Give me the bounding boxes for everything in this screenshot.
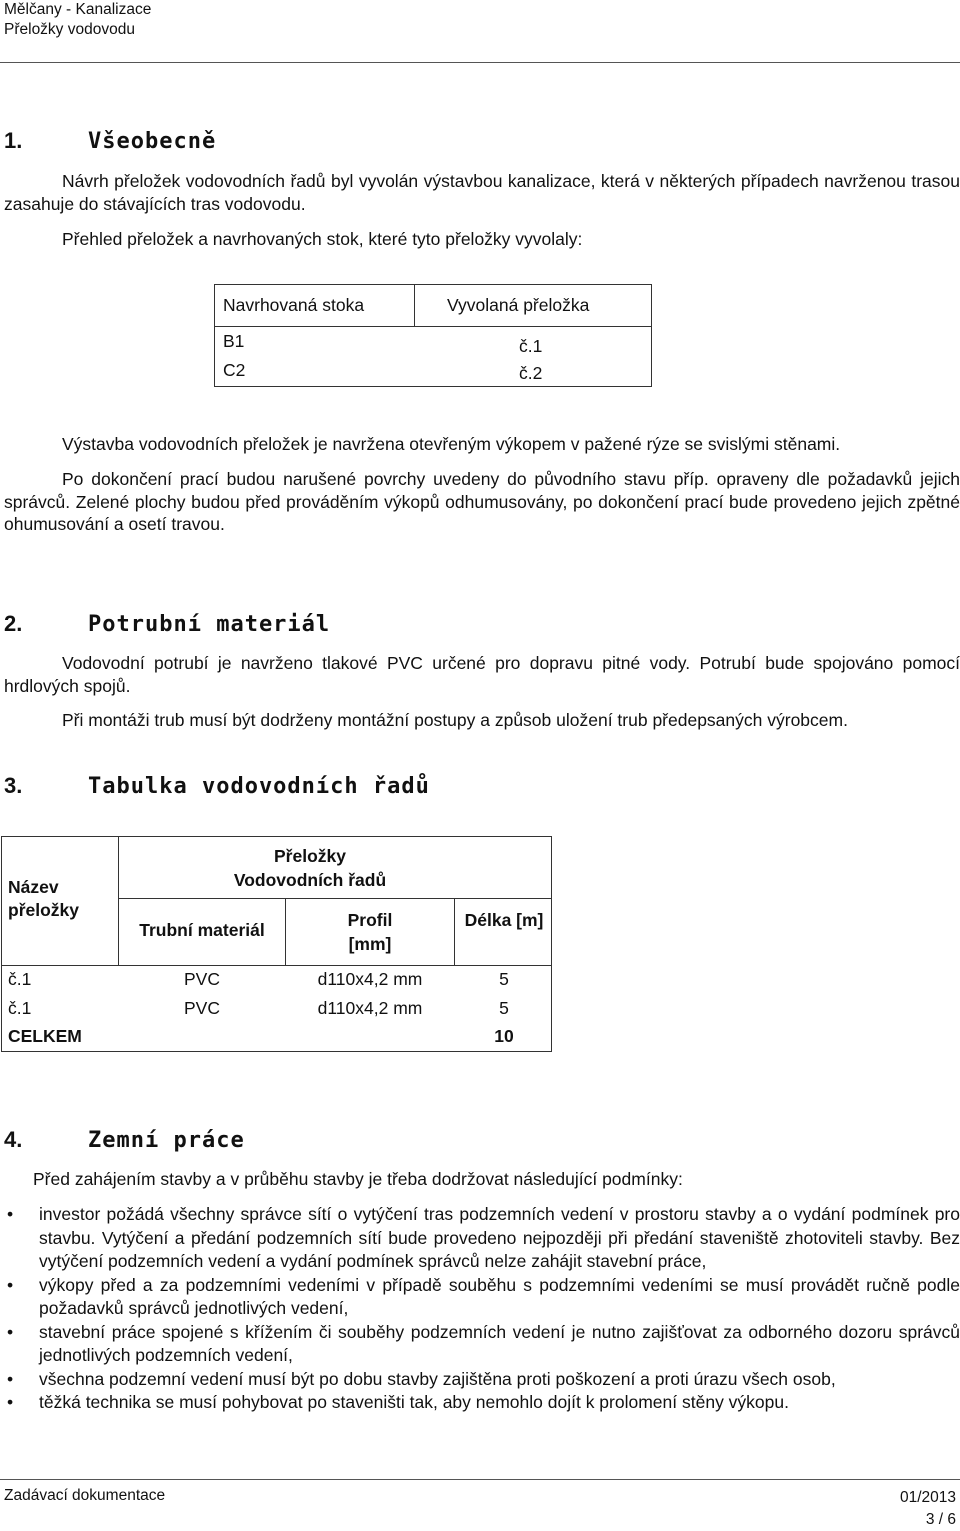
list-item xyxy=(4,1321,960,1368)
table-rule xyxy=(454,898,455,966)
section-2-paragraph-2: Při montáži trub musí být dodrženy montážní postupy a způsob uložení trub předepsaných výrobcem. xyxy=(62,710,848,730)
table-rule xyxy=(1,1051,552,1052)
list-item-text: těžká technika se musí pohybovat po staveništi tak, aby nemohlo dojít k prolomení stěny výkopu. xyxy=(39,1392,789,1412)
table-cell-profil: d110x4,2 mm xyxy=(317,998,423,1018)
section-1-heading xyxy=(4,128,216,154)
header-divider xyxy=(0,62,960,63)
section-title: Všeobecně xyxy=(88,129,217,154)
section-3-heading xyxy=(4,773,430,799)
page-header xyxy=(4,0,151,40)
list-item xyxy=(4,1203,960,1274)
section-4-heading xyxy=(4,1127,245,1153)
table-rule xyxy=(1,836,552,837)
list-item-text: všechna podzemní vedení musí být po dobu stavby zajištěna proti poškození a proti úrazu všech osob, xyxy=(39,1368,836,1389)
table-rule xyxy=(118,836,119,966)
list-item-text: výkopy před a za podzemními vedeními v případě souběhu s podzemními vedeními se musí provádět ručně podle požadavků správců jednotlivých vedení, xyxy=(39,1274,960,1318)
list-item xyxy=(4,1274,960,1321)
footer-page-number: 3 / 6 xyxy=(925,1511,956,1528)
bullet-icon: • xyxy=(7,1321,14,1342)
section-2-heading xyxy=(4,611,330,637)
footer-date: 01/2013 xyxy=(899,1489,956,1506)
table-header-rule xyxy=(215,326,651,327)
table-rule xyxy=(285,898,286,966)
stoka-prelozka-table xyxy=(214,284,652,387)
section-4-intro: Před zahájením stavby a v průběhu stavby je třeba dodržovat následující podmínky: xyxy=(33,1169,683,1189)
section-2-paragraph-1: Vodovodní potrubí je navrženo tlakové PVC určené pro dopravu pitné vody. Potrubí bude spojováno pomocí hrdlových spojů. xyxy=(4,653,960,696)
table-cell-nazev: č.1 xyxy=(8,969,32,989)
table-cell-stoka: C2 xyxy=(223,360,246,380)
section-number: 4. xyxy=(4,1127,23,1152)
section-1-paragraph-1: Návrh přeložek vodovodních řadů byl vyvolán výstavbou kanalizace, která v některých případech navrženou trasou zasahuje do stávajících tras vodovodu. xyxy=(4,171,960,214)
table-header-material: Trubní materiál xyxy=(139,920,265,940)
bullet-icon: • xyxy=(7,1368,14,1389)
table-cell-material: PVC xyxy=(184,969,220,989)
table-header-group: Přeložky Vodovodních řadů xyxy=(233,846,387,890)
footer-document-type: Zadávací dokumentace xyxy=(4,1487,166,1504)
conditions-list xyxy=(4,1203,960,1415)
footer-divider xyxy=(0,1479,960,1480)
table-cell-delka: 5 xyxy=(499,969,509,989)
section-title: Potrubní materiál xyxy=(88,612,331,637)
list-item xyxy=(4,1368,960,1392)
table-cell-nazev: č.1 xyxy=(8,998,32,1018)
table-header-profil: Profil [mm] xyxy=(347,910,393,954)
header-project: Mělčany - Kanalizace xyxy=(4,1,152,18)
bullet-icon: • xyxy=(7,1204,14,1224)
table-cell-delka: 5 xyxy=(499,998,509,1018)
table-rule xyxy=(1,965,552,966)
table-header-nazev: Název přeložky xyxy=(8,877,79,920)
section-title: Tabulka vodovodních řadů xyxy=(88,774,430,799)
header-subtitle: Přeložky vodovodu xyxy=(4,21,135,38)
table-cell-prelozka: č.2 xyxy=(519,363,543,383)
list-item xyxy=(4,1391,960,1415)
table-header-stoka: Navrhovaná stoka xyxy=(223,295,365,315)
bullet-icon: • xyxy=(7,1274,14,1295)
table-cell-material: PVC xyxy=(184,998,220,1018)
section-1-paragraph-3: Výstavba vodovodních přeložek je navržena otevřeným výkopem v pažené rýze se svislými stěnami. xyxy=(62,434,841,454)
section-number: 3. xyxy=(4,773,23,798)
bullet-icon: • xyxy=(7,1392,14,1412)
footer-meta xyxy=(900,1487,956,1531)
list-item-text: investor požádá všechny správce sítí o vytýčení tras podzemních vedení v prostoru stavby a o vydání podmínek pro stavbu. Vytýčení a předání podzemních sítí bude provedeno nejpozději při předání staveniště zhotoviteli stavby. Bez vytýčení podzemních vedení a vydání podmínek správců nelze zahájit stavební práce, xyxy=(39,1204,960,1271)
section-number: 1. xyxy=(4,128,23,153)
table-header-delka: Délka [m] xyxy=(464,910,544,930)
table-rule xyxy=(1,836,2,1052)
table-rule xyxy=(118,898,552,899)
section-1-paragraph-4: Po dokončení prací budou narušené povrchy uvedeny do původního stavu příp. opraveny dle požadavků jejich správců. Zelené plochy budou před prováděním výkopů odhumusovány, po dokončení prací bude provedeno jejich zpětné ohumusování a osetí travou. xyxy=(4,469,960,534)
table-cell-prelozka: č.1 xyxy=(519,336,543,356)
table-total-value: 10 xyxy=(494,1026,514,1046)
section-title: Zemní práce xyxy=(88,1128,245,1153)
list-item-text: stavební práce spojené s křížením či souběhy podzemních vedení je nutno zajišťovat za odborného dozoru správců jednotlivých podzemních vedení, xyxy=(39,1321,960,1365)
section-1-paragraph-2: Přehled přeložek a navrhovaných stok, které tyto přeložky vyvolaly: xyxy=(62,229,583,249)
table-header-divider xyxy=(414,285,415,326)
section-number: 2. xyxy=(4,611,23,636)
table-rule xyxy=(551,836,552,1052)
table-header-prelozka: Vyvolaná přeložka xyxy=(447,295,590,315)
table-cell-profil: d110x4,2 mm xyxy=(317,969,423,989)
table-cell-stoka: B1 xyxy=(223,331,245,351)
table-total-label: CELKEM xyxy=(8,1026,82,1046)
